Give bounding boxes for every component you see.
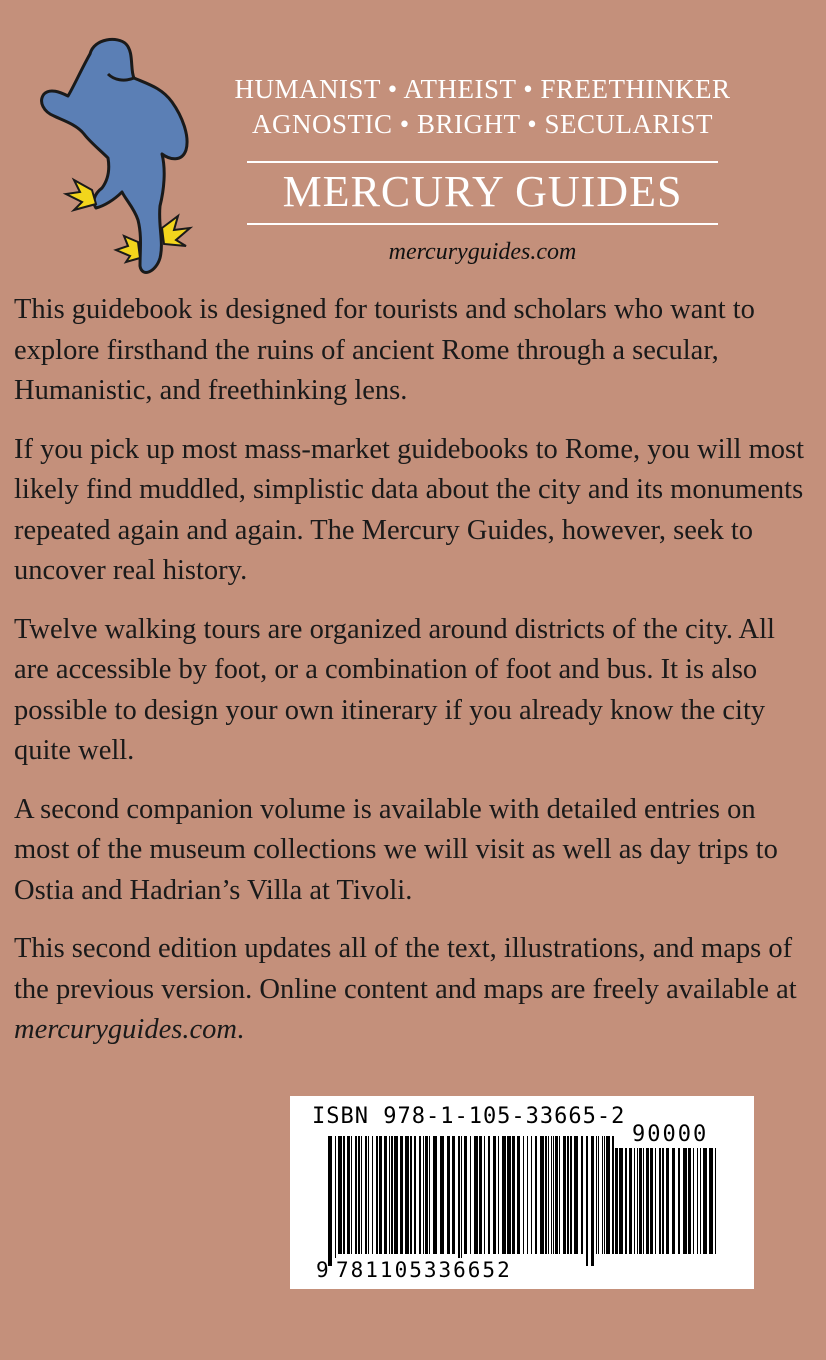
brand-title: MERCURY GUIDES — [282, 167, 683, 216]
barcode-bar — [625, 1148, 627, 1254]
barcode-bar — [548, 1136, 549, 1254]
barcode-bar — [394, 1136, 398, 1254]
tags-line-1: HUMANIST • ATHEIST • FREETHINKER — [234, 74, 731, 104]
tags-line-2: AGNOSTIC • BRIGHT • SECULARIST — [252, 109, 713, 139]
barcode-bar — [555, 1136, 558, 1254]
barcode-bar — [697, 1148, 698, 1254]
barcode-bar — [376, 1136, 378, 1254]
barcode-bar — [715, 1148, 716, 1254]
addon-barcode-bars — [612, 1148, 732, 1278]
barcode-bar — [458, 1136, 460, 1266]
barcode-bar — [540, 1136, 544, 1254]
barcode-bar — [452, 1136, 455, 1254]
barcode-bar — [361, 1136, 362, 1254]
barcode-bar — [531, 1136, 532, 1254]
website-url: mercuryguides.com — [388, 239, 577, 265]
paragraph-2: If you pick up most mass-market guidebooks to Rome, you will most likely find muddled, simplistic data about the city and its monuments repeated again and again. The Mercury Guides, however, seek to uncover real history. — [14, 433, 805, 586]
barcode-bar — [498, 1136, 499, 1254]
barcode-bar — [535, 1136, 537, 1254]
barcode-bar — [512, 1136, 515, 1254]
barcode-bar — [570, 1136, 572, 1254]
barcode-bar — [602, 1136, 603, 1254]
website-link: mercuryguides.com — [14, 1014, 237, 1045]
barcode-bar — [683, 1148, 687, 1254]
barcode-bar — [700, 1148, 701, 1254]
barcode-bar — [338, 1136, 342, 1254]
barcode-bar — [507, 1136, 511, 1254]
barcode-bars — [328, 1136, 618, 1266]
barcode-lead-digit: 9 — [316, 1258, 329, 1282]
barcode-bar — [464, 1136, 467, 1254]
barcode-bar — [563, 1136, 566, 1254]
barcode-bar — [488, 1136, 490, 1254]
barcode-bar — [425, 1136, 428, 1254]
barcode-bar — [447, 1136, 450, 1254]
barcode-bar — [650, 1148, 653, 1254]
barcode-bar — [389, 1136, 390, 1254]
barcode-bar — [646, 1148, 649, 1254]
barcode-bar — [379, 1136, 382, 1254]
barcode-bar — [414, 1136, 416, 1254]
barcode-bar — [604, 1136, 605, 1254]
barcode-bar — [502, 1136, 506, 1254]
barcode-bar — [365, 1136, 367, 1254]
barcode-bar — [351, 1136, 352, 1254]
divider-top — [247, 161, 718, 163]
barcode-bar — [606, 1136, 610, 1254]
barcode-bar — [355, 1136, 357, 1254]
barcode-bar — [567, 1136, 569, 1254]
isbn-label: ISBN 978-1-105-33665-2 — [312, 1104, 626, 1129]
barcode-bar — [328, 1136, 332, 1266]
barcode-bar — [703, 1148, 707, 1254]
divider-bottom — [247, 223, 718, 225]
barcode-bar — [596, 1136, 597, 1254]
barcode-bar — [612, 1148, 614, 1254]
paragraph-3: Twelve walking tours are organized around districts of the city. All are accessible by foot, or a combination of foot and bus. It is also possible to design your own itinerary if you already know the city quite well. — [14, 613, 775, 766]
barcode-digits: 781105336652 — [336, 1258, 512, 1282]
barcode-bar — [619, 1148, 623, 1254]
barcode-bar — [634, 1148, 635, 1254]
barcode-bar — [527, 1136, 528, 1254]
barcode-bar — [474, 1136, 478, 1254]
barcode-bar — [484, 1136, 485, 1254]
barcode-bar — [659, 1148, 661, 1254]
barcode-bar — [410, 1136, 412, 1254]
barcode-bar — [419, 1136, 421, 1254]
barcode-bar — [343, 1136, 345, 1254]
barcode-bar — [678, 1148, 680, 1254]
barcode-bar — [440, 1136, 444, 1254]
barcode-bar — [493, 1136, 496, 1254]
barcode-bar — [672, 1148, 675, 1254]
barcode-bar — [391, 1136, 393, 1254]
paragraph-5-prefix: This second edition updates all of the text, illustrations, and maps of the previous version. Online content and maps are freely available at — [14, 933, 797, 1005]
barcode-bar — [553, 1136, 554, 1254]
barcode-bar — [523, 1136, 524, 1254]
barcode-bar — [637, 1148, 638, 1254]
barcode-bar — [551, 1136, 552, 1254]
series-header — [230, 72, 735, 266]
barcode-bar — [559, 1136, 560, 1254]
barcode-bar — [655, 1148, 656, 1254]
barcode-bar — [643, 1148, 644, 1254]
barcode-bar — [400, 1136, 403, 1254]
paragraph-4: A second companion volume is available with detailed entries on most of the museum collections we will visit as well as day trips to Ostia and Hadrian’s Villa at Tivoli. — [14, 793, 778, 906]
barcode-bar — [423, 1136, 424, 1254]
barcode-bar — [358, 1136, 360, 1254]
barcode-bar — [591, 1136, 594, 1266]
paragraph-1: This guidebook is designed for tourists and scholars who want to explore firsthand the ruins of ancient Rome through a secular, Humanistic, and freethinking lens. — [14, 294, 755, 406]
barcode-bar — [429, 1136, 430, 1254]
barcode-bar — [662, 1148, 664, 1254]
barcode-bar — [586, 1136, 588, 1266]
barcode-bar — [461, 1136, 462, 1266]
barcode-bar — [688, 1148, 691, 1254]
barcode-bar — [629, 1148, 632, 1254]
isbn-barcode — [290, 1096, 754, 1289]
barcode-bar — [709, 1148, 713, 1254]
barcode-bar — [574, 1136, 578, 1254]
barcode-bar — [581, 1136, 583, 1254]
paragraph-5 — [14, 929, 814, 1051]
mercury-figure-illustration — [30, 30, 200, 285]
barcode-bar — [347, 1136, 350, 1254]
barcode-bar — [666, 1148, 669, 1254]
barcode-bar — [433, 1136, 437, 1254]
barcode-bar — [470, 1136, 471, 1254]
barcode-bar — [615, 1148, 618, 1254]
barcode-bar — [545, 1136, 547, 1254]
barcode-bar — [335, 1136, 336, 1266]
barcode-bar — [368, 1136, 369, 1254]
barcode-bar — [517, 1136, 520, 1254]
paragraph-5-suffix: . — [236, 1014, 245, 1045]
barcode-bar — [405, 1136, 409, 1254]
barcode-bar — [639, 1148, 642, 1254]
barcode-bar — [384, 1136, 387, 1254]
barcode-bar — [598, 1136, 599, 1254]
back-cover-copy — [14, 290, 814, 1069]
barcode-bar — [372, 1136, 373, 1254]
barcode-bar — [479, 1136, 482, 1254]
barcode-bar — [693, 1148, 694, 1254]
price-code: 90000 — [632, 1122, 709, 1147]
